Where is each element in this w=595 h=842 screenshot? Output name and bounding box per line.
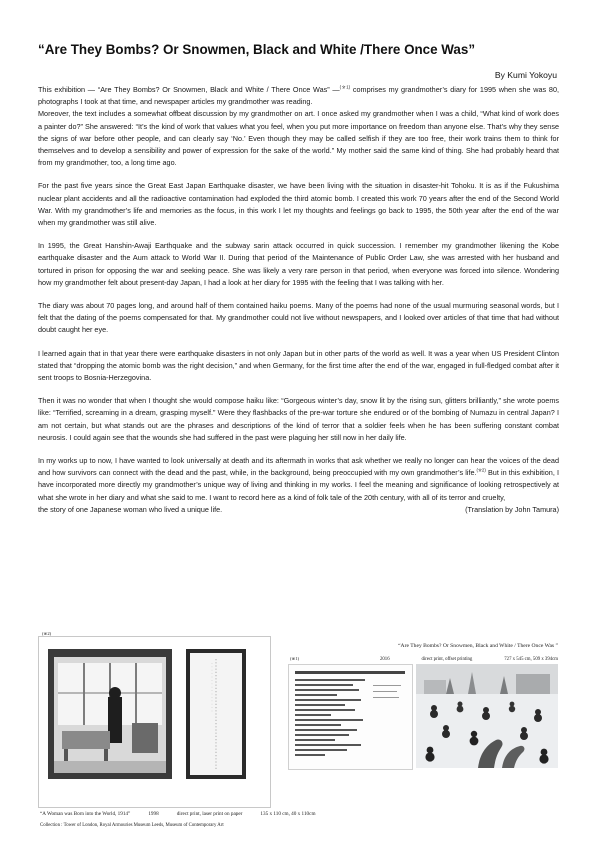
sheet-side-line	[373, 691, 397, 692]
author-byline: By Kumi Yokoyu	[494, 70, 557, 80]
paragraph-text: In 1995, the Great Hanshin-Awaji Earthquake and the subway sarin attack occurred in quick succession. I remember my grandmother likening the Kobe earthquake disaster and the Aum attack to World War II. During that period of the Maintenance of Public Order Law, she was arrested with her husband and tortured in prison for opposing the war and seeking peace. She was likely a very rare person in that period, when everyone was forced into silence. Wondering how my grandmother felt about present-day Japan, I had a look at her diary for 1995 with the feeling that I was talking with her.	[38, 241, 559, 287]
snowmen-photo-image	[416, 664, 558, 768]
paragraph-gap	[38, 169, 559, 180]
caption-size: 135 x 110 cm, 40 x 110cm	[260, 811, 316, 817]
sheet-line	[295, 719, 363, 721]
paragraph-earthquakes	[38, 348, 559, 385]
sheet-line	[295, 679, 365, 681]
paragraph-text: the story of one Japanese woman who lived a unique life.	[38, 504, 223, 514]
closing-line	[38, 504, 559, 516]
sheet-line	[295, 709, 355, 711]
paragraph-works	[38, 455, 559, 504]
collection-credit: Collection : Tower of London, Royal Armouries Museum Leeds, Museum of Contemporary Art	[40, 823, 224, 828]
figure-right-year: 2016	[380, 657, 390, 662]
diary-strip-image	[190, 653, 242, 775]
sheet-line	[295, 729, 357, 731]
sheet-heading-bar	[295, 671, 405, 674]
paragraph-text: The diary was about 70 pages long, and around half of them contained haiku poems. Many of the poems had none of the usual murmuring seasonal words, but I felt that the dating of the poems compensated for that. My grandmother could not live without newspapers, and I looked over articles of that time that had without doubt caught her eye.	[38, 301, 559, 335]
diary-strip-photo	[186, 649, 246, 779]
caption-year: 1998	[148, 811, 159, 817]
sheet-line	[295, 699, 361, 701]
document-title: “Are They Bombs? Or Snowmen, Black and White /There Once Was”	[38, 42, 476, 57]
paragraph-text: This exhibition — “Are They Bombs? Or Snowmen, Black and White / There Once Was” —	[38, 85, 340, 94]
essay-body	[38, 84, 559, 516]
sheet-line	[295, 754, 325, 756]
installation-photo-image	[48, 649, 172, 779]
paragraph-text: Moreover, the text includes a somewhat offbeat discussion by my grandmother on art. I once asked my grandmother when I was a child, “What kind of work does a painter do?” She answered: “It’s the kind of work that values what you feel, when you put more importance on freedom than anyone else. That’s why they sense the signs of war before other people, and can clearly say ‘No.’ Even though they may be called selfish if they are too free, their work trains them to think for themselves and to develop a sensibility and power of expression for the sake of the world.” My mother said the same kind of thing. She had probably heard that from my grandmother, too, a long time ago.	[38, 109, 559, 168]
paragraph-text: I learned again that in that year there were earthquake disasters in not only Japan but in other parts of the world as well. It was a year when US President Clinton stated that “dropping the atomic bomb was the right decision,” and when Germany, for the first time after the end of the war, engaged in full-fledged combat after it sent troops to Bosnia-Herzegovina.	[38, 348, 559, 383]
paragraph-text: Then it was no wonder that when I thought she would compose haiku like: “Gorgeous winter’s day, snow lit by the rising sun, glitters brilliantly,” she wrote poems like: “Terrified, screaming in a dream, grasping myself.” Were they flashbacks of the pre-war torture she endured or of the bombing of Numazu in central Japan? I am not certain, but what stands out are the phrases and descriptions of the kind of terror that a soldier feels when he has been suffering constant combat neurosis. I could again see that the wounds she had suffered in the past were plaguing her still now in her daily life.	[38, 396, 559, 442]
paragraph-text: For the past five years since the Great East Japan Earthquake disaster, we have been living with the situation in disaster-hit Tohoku. It is as if the Fukushima nuclear plant accidents and all the radioactive contamination had exploded the third atomic bomb. I created this work 70 years after the end of the Second World War. With my grandmother’s life and memories as the focus, in this work I let my thoughts and feelings go back to 1995, the 50th year after the end of the war when my grandmother was still alive.	[38, 181, 559, 228]
paragraph-gap	[38, 289, 559, 300]
sheet-line	[295, 724, 341, 726]
installation-photo	[48, 649, 172, 779]
sheet-line	[295, 689, 359, 691]
sheet-line	[295, 749, 347, 751]
paragraph-text: But in this exhibition, I have incorporated more directly my grandmother’s unique way of living and thinking in my works. I feel the meaning and significance of looking retrospectively at what she wrote in her diary and what she said to me. I want to record here as a kind of folk tale of the 20th century, with all of its terror and cruelty,	[38, 468, 559, 502]
footnote-marker: (※1)	[339, 84, 351, 90]
paragraph-tohoku	[38, 180, 559, 229]
sheet-side-line	[373, 697, 399, 698]
caption-title: “A Woman was Born into the World, 1914”	[40, 811, 131, 817]
paragraph-gap	[38, 229, 559, 240]
sheet-line	[295, 744, 361, 746]
paragraph-haiku	[38, 395, 559, 444]
paragraph-1995	[38, 240, 559, 289]
sheet-line	[295, 739, 335, 741]
figure-right-medium: direct print, offset printing	[421, 657, 473, 662]
paragraph-intro	[38, 84, 559, 108]
paragraph-gap	[38, 444, 559, 455]
figure-left-label: (※2)	[42, 631, 52, 636]
figure-right-title: “Are They Bombs? Or Snowmen, Black and White / There Once Was ”	[398, 643, 558, 649]
paragraph-diary	[38, 300, 559, 337]
figure-right-size: 727 x 545 cm, 509 x 394cm	[504, 657, 558, 662]
paragraph-gap	[38, 337, 559, 348]
paragraph-gap	[38, 384, 559, 395]
translation-credit: (Translation by John Tamura)	[465, 504, 559, 514]
sheet-line	[295, 694, 337, 696]
paragraph-text: In my works up to now, I have wanted to look universally at death and its aftermath in works that ask whether we really no longer can hear the voices of the dead and how survivors can connect with the dead and the past, while, in the background, being preoccupied with my own grandmother’s life.	[38, 456, 559, 478]
snowmen-photo	[416, 664, 558, 768]
sheet-line	[295, 714, 331, 716]
caption-medium: direct print, laser print on paper	[176, 811, 243, 817]
paragraph-text: comprises my grandmother’s diary for 1995 when she was 80, photographs I took at that time, and newspaper articles my grandmother was reading.	[38, 85, 559, 107]
sheet-line	[295, 734, 349, 736]
figure-right-label: (※1)	[290, 656, 300, 661]
sheet-side-line	[373, 685, 401, 686]
footnote-marker: (※2)	[476, 467, 486, 473]
text-sheet-image	[288, 664, 413, 770]
sheet-line	[295, 684, 353, 686]
diary-strip-paper	[190, 653, 242, 775]
figure-right-meta	[380, 657, 558, 662]
paragraph-painter	[38, 108, 559, 169]
figure-left-caption	[40, 811, 370, 817]
sheet-line	[295, 704, 345, 706]
